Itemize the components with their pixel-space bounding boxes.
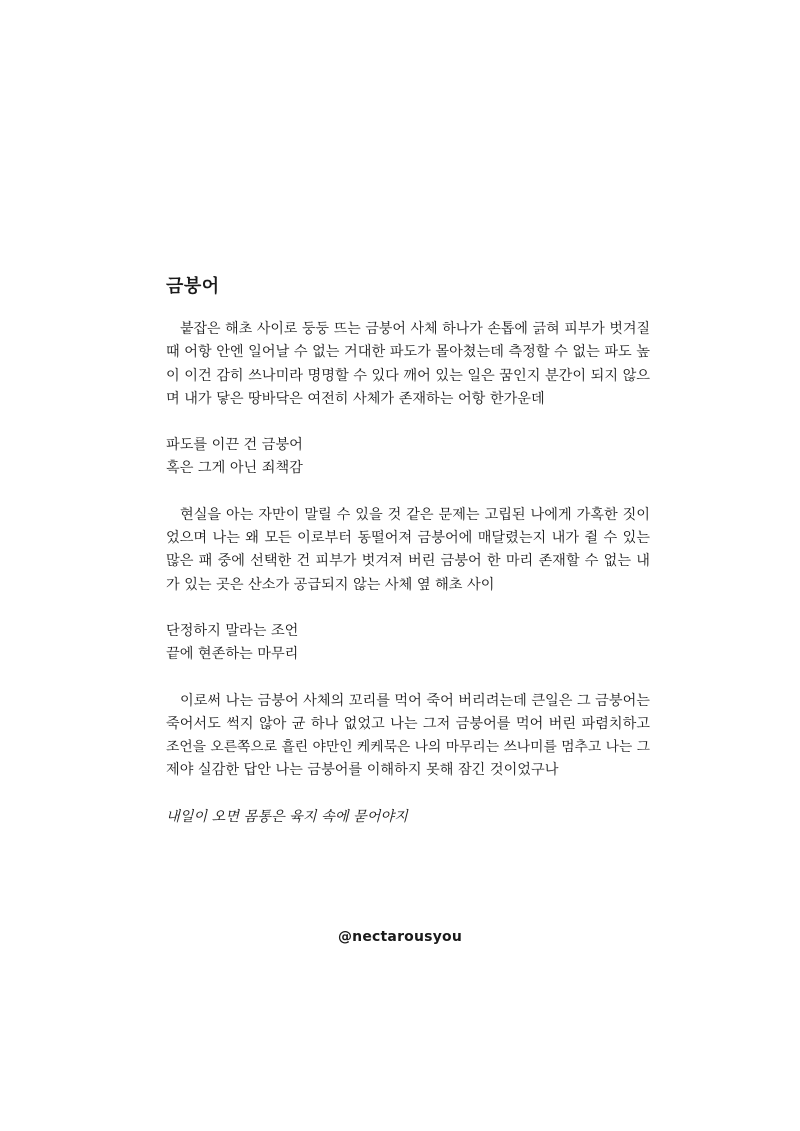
poem-body: [166, 318, 650, 829]
stanza-line: 현실을 아는 자만이 말릴 수 있을 것 같은 문제는 고립된 나에게 가혹한 짓이: [180, 506, 650, 523]
couplet-line: 끝에 현존하는 마무리: [166, 646, 299, 663]
couplet-line: 혹은 그게 아닌 죄책감: [166, 460, 303, 477]
couplet-1: [166, 434, 650, 481]
couplet-line: 단정하지 말라는 조언: [166, 622, 299, 639]
poem-title: 금붕어: [166, 276, 220, 297]
stanza-line: 이 이건 감히 쓰나미라 명명할 수 있다 깨어 있는 일은 꿈인지 분간이 되지 않으: [166, 367, 650, 384]
closing-line: 내일이 오면 몸통은 육지 속에 묻어야지: [166, 808, 408, 825]
stanza-line: 죽어서도 썩지 않아 균 하나 없었고 나는 그저 금붕어를 먹어 버린 파렴치하고: [166, 715, 650, 732]
stanza-1: [166, 318, 650, 411]
stanza-line: 조언을 오른쪽으로 흘린 야만인 케케묵은 나의 마무리는 쓰나미를 멈추고 나는 그: [166, 739, 650, 756]
stanza-3: [166, 690, 650, 783]
stanza-line: 많은 패 중에 선택한 건 피부가 벗겨져 버린 금붕어 한 마리 존재할 수 없는 내: [166, 553, 650, 570]
stanza-line: 가 있는 곳은 산소가 공급되지 않는 사체 옆 해초 사이: [166, 576, 495, 593]
stanza-line: 며 내가 닿은 땅바닥은 여전히 사체가 존재하는 어항 한가운데: [166, 390, 545, 407]
stanza-line: 때 어항 안엔 일어날 수 없는 거대한 파도가 몰아쳤는데 측정할 수 없는 파도 높: [166, 344, 650, 361]
stanza-line: 었으며 나는 왜 모든 이로부터 동떨어져 금붕어에 매달렸는지 내가 쥘 수 있는: [166, 530, 650, 547]
stanza-2: [166, 504, 650, 597]
couplet-2: [166, 620, 650, 667]
stanza-line: 이로써 나는 금붕어 사체의 꼬리를 먹어 죽어 버리려는데 큰일은 그 금붕어는: [180, 692, 650, 709]
stanza-line: 제야 실감한 답안 나는 금붕어를 이해하지 못해 잠긴 것이었구나: [166, 762, 559, 779]
couplet-line: 파도를 이끈 건 금붕어: [166, 437, 303, 454]
stanza-line: 붙잡은 해초 사이로 둥둥 뜨는 금붕어 사체 하나가 손톱에 긁혀 피부가 벗겨질: [180, 321, 650, 337]
author-handle: @nectarousyou: [337, 929, 463, 945]
